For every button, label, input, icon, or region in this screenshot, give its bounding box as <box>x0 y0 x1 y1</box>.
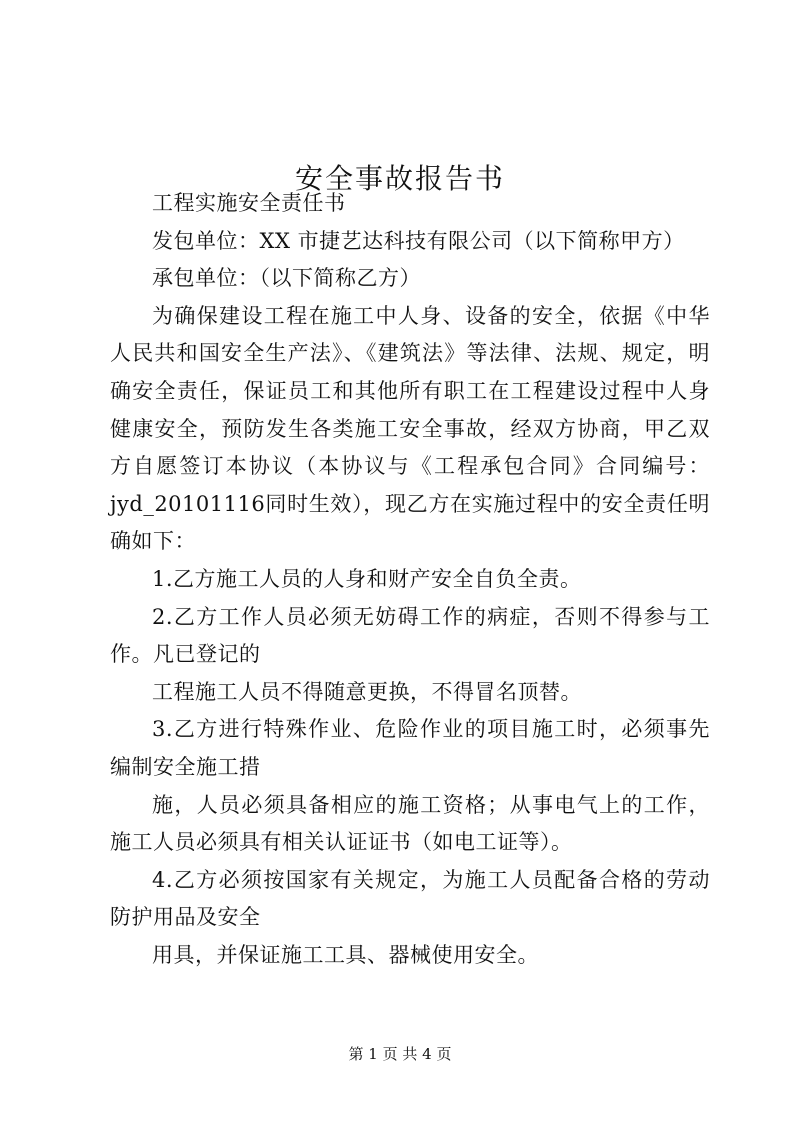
paragraph-clause-4-cont: 用具，并保证施工工具、器械使用安全。 <box>152 942 539 967</box>
paragraph-clause-2: 2.乙方工作人员必须无妨碍工作的病症，否则不得参与工作。凡已登记的 <box>110 604 710 667</box>
paragraph-clause-4: 4.乙方必须按国家有关规定，为施工人员配备合格的劳动防护用品及安全 <box>110 867 710 930</box>
paragraph-clause-3: 3.乙方进行特殊作业、危险作业的项目施工时，必须事先编制安全施工措 <box>110 717 710 779</box>
paragraph-clause-2-cont: 工程施工人员不得随意更换，不得冒名顶替。 <box>152 679 582 704</box>
paragraph-preamble: 为确保建设工程在施工中人身、设备的安全，依据《中华人民共和国安全生产法》、《建筑法》等法律、法规、规定，明确安全责任，保证员工和其他所有职工在工程建设过程中人身健康安全，预防发生各类施工安全事故，经双方协商，甲乙双方自愿签订本协议（本协议与《工程承包合同》合同编号：jyd_20101116同时生效），现乙方在实施过程中的安全责任明确如下： <box>110 303 710 554</box>
paragraph-subtitle: 工程实施安全责任书 <box>152 191 346 215</box>
paragraph-clause-1: 1.乙方施工人员的人身和财产安全自负全责。 <box>152 566 582 591</box>
document-body <box>110 185 710 974</box>
paragraph-party-a: 发包单位：XX 市捷艺达科技有限公司（以下简称甲方） <box>152 228 685 253</box>
document-title: 安全事故报告书 <box>294 161 505 195</box>
paragraph-clause-3-cont: 施，人员必须具备相应的施工资格；从事电气上的工作，施工人员必须具有相关认证证书（如电工证等）。 <box>110 792 710 855</box>
page-number-footer: 第 1 页 共 4 页 <box>348 1045 452 1063</box>
paragraph-party-b: 承包单位：（以下简称乙方） <box>152 266 421 291</box>
